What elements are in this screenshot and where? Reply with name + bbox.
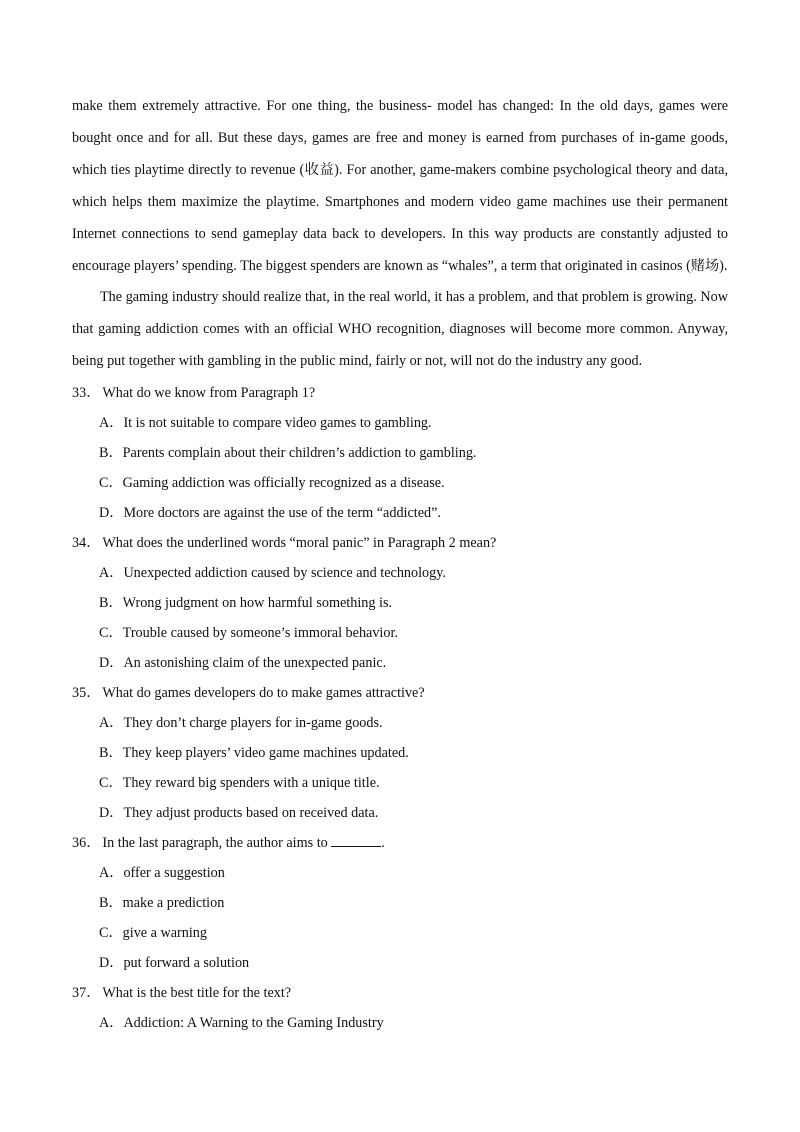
text-line: being put together with gambling in the public mind, fairly or not, will not do the industry any good. xyxy=(72,353,643,369)
option-letter: C． xyxy=(99,475,123,491)
option-letter: D． xyxy=(99,805,124,821)
option-34-c[interactable] xyxy=(99,622,398,642)
question-33 xyxy=(72,382,315,402)
question-36 xyxy=(72,832,385,852)
question-stem: What is the best title for the text? xyxy=(102,985,292,1001)
passage-paragraph-continued xyxy=(72,90,728,282)
text-line: make them extremely attractive. For one thing, the business- model has changed: In the old days, games were xyxy=(72,98,728,114)
option-text: Gaming addiction was officially recognized as a disease. xyxy=(122,475,445,491)
option-letter: C． xyxy=(99,925,123,941)
option-letter: D． xyxy=(99,955,124,971)
option-letter: D． xyxy=(99,655,124,671)
option-text: give a warning xyxy=(122,925,207,941)
question-number: 34． xyxy=(72,535,101,551)
option-text: put forward a solution xyxy=(123,955,250,971)
option-text: Trouble caused by someone’s immoral behavior. xyxy=(122,625,398,641)
text-line: that gaming addiction comes with an official WHO recognition, diagnoses will become more common. Anyway, xyxy=(72,321,728,337)
text-line: The gaming industry should realize that, in the real world, it has a problem, and that problem is growing. Now xyxy=(100,289,728,305)
option-text: Wrong judgment on how harmful something is. xyxy=(122,595,393,611)
question-number: 36． xyxy=(72,835,101,851)
option-letter: A． xyxy=(99,715,124,731)
option-36-d[interactable] xyxy=(99,952,249,972)
question-number: 37． xyxy=(72,985,101,1001)
option-letter: A． xyxy=(99,415,124,431)
option-33-c[interactable] xyxy=(99,472,445,492)
question-stem: What do we know from Paragraph 1? xyxy=(102,385,316,401)
question-stem-end: . xyxy=(381,835,385,851)
option-letter: B． xyxy=(99,745,123,761)
option-33-a[interactable] xyxy=(99,412,432,432)
option-35-a[interactable] xyxy=(99,712,383,732)
option-letter: B． xyxy=(99,595,123,611)
option-35-d[interactable] xyxy=(99,802,378,822)
option-text: offer a suggestion xyxy=(123,865,225,881)
option-text: They don’t charge players for in-game goods. xyxy=(123,715,383,731)
text-line: which ties playtime directly to revenue (收益). For another, game-makers combine psychological theory and data, xyxy=(72,162,728,178)
option-37-a[interactable] xyxy=(99,1012,384,1032)
option-letter: B． xyxy=(99,445,123,461)
text-line: which helps them maximize the playtime. Smartphones and modern video game machines use their permanent xyxy=(72,194,728,210)
answer-blank[interactable] xyxy=(331,834,381,847)
text-line: Internet connections to send gameplay data back to developers. In this way products are constantly adjusted to xyxy=(72,226,728,242)
question-stem: In the last paragraph, the author aims to xyxy=(102,835,328,851)
question-35 xyxy=(72,682,425,702)
question-stem: What do games developers do to make games attractive? xyxy=(102,685,425,701)
question-number: 35． xyxy=(72,685,101,701)
option-letter: A． xyxy=(99,1015,124,1031)
option-letter: D． xyxy=(99,505,124,521)
option-36-c[interactable] xyxy=(99,922,207,942)
option-text: An astonishing claim of the unexpected panic. xyxy=(123,655,387,671)
option-text: make a prediction xyxy=(122,895,225,911)
option-text: More doctors are against the use of the term “addicted”. xyxy=(123,505,441,521)
passage-paragraph-last xyxy=(72,281,728,377)
question-34 xyxy=(72,532,496,552)
option-letter: B． xyxy=(99,895,123,911)
option-35-b[interactable] xyxy=(99,742,409,762)
option-letter: C． xyxy=(99,775,123,791)
option-34-a[interactable] xyxy=(99,562,446,582)
option-text: They keep players’ video game machines updated. xyxy=(122,745,409,761)
option-33-b[interactable] xyxy=(99,442,476,462)
option-35-c[interactable] xyxy=(99,772,380,792)
option-36-b[interactable] xyxy=(99,892,224,912)
question-number: 33． xyxy=(72,385,101,401)
option-text: Addiction: A Warning to the Gaming Industry xyxy=(123,1015,384,1031)
option-text: Parents complain about their children’s addiction to gambling. xyxy=(122,445,477,461)
option-letter: C． xyxy=(99,625,123,641)
option-36-a[interactable] xyxy=(99,862,225,882)
option-letter: A． xyxy=(99,865,124,881)
question-37 xyxy=(72,982,291,1002)
option-text: It is not suitable to compare video games to gambling. xyxy=(123,415,432,431)
option-34-b[interactable] xyxy=(99,592,392,612)
option-text: Unexpected addiction caused by science and technology. xyxy=(123,565,446,581)
question-stem: What does the underlined words “moral panic” in Paragraph 2 mean? xyxy=(102,535,497,551)
option-text: They reward big spenders with a unique title. xyxy=(122,775,380,791)
option-letter: A． xyxy=(99,565,124,581)
option-33-d[interactable] xyxy=(99,502,441,522)
text-line: bought once and for all. But these days, games are free and money is earned from purchases of in-game goods, xyxy=(72,130,728,146)
text-line: encourage players’ spending. The biggest spenders are known as “whales”, a term that originated in casinos (赌场). xyxy=(72,258,728,274)
option-34-d[interactable] xyxy=(99,652,386,672)
option-text: They adjust products based on received data. xyxy=(123,805,379,821)
